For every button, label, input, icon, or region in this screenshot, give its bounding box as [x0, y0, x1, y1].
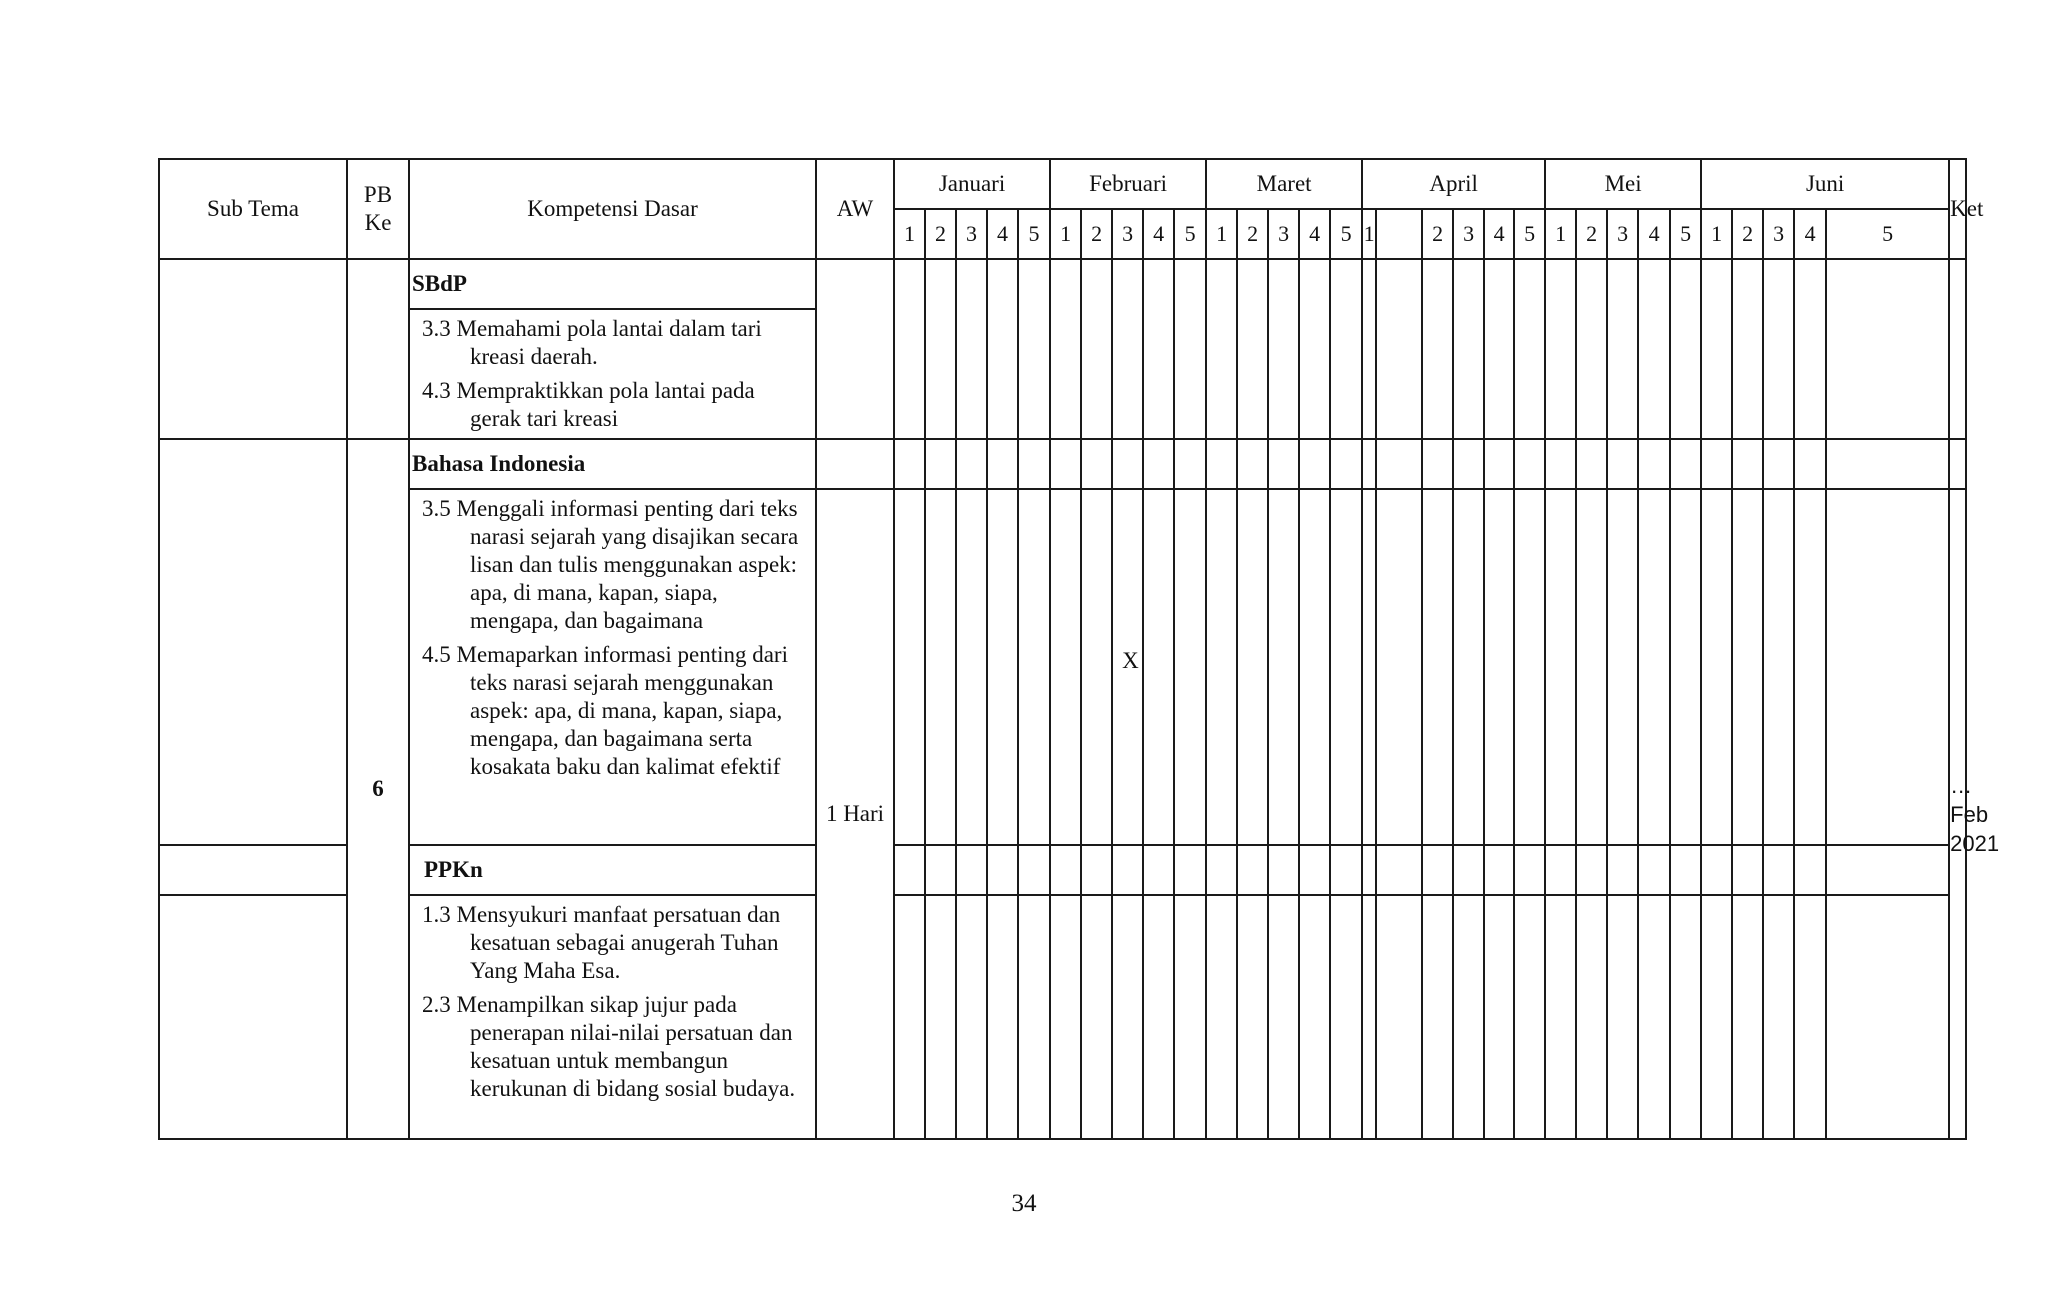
aw-value: 1 Hari: [816, 489, 894, 1139]
week-cell: [1607, 259, 1638, 439]
week-cell: [1545, 489, 1576, 845]
week-cell: [1362, 439, 1376, 489]
subject-heading: SBdP: [409, 259, 816, 309]
week-cell: [1299, 259, 1330, 439]
week-cell: [1826, 895, 1949, 1139]
week-cell: [1763, 259, 1794, 439]
header-week: 5: [1514, 209, 1545, 259]
kd-cell: [409, 489, 816, 845]
ket-cell: [1949, 259, 1966, 439]
week-cell: [1545, 259, 1576, 439]
week-cell: [1732, 895, 1763, 1139]
week-cell: [1376, 259, 1422, 439]
week-cell: [987, 895, 1018, 1139]
week-cell: [1018, 489, 1050, 845]
header-week: 2: [1576, 209, 1607, 259]
week-cell: [1453, 845, 1484, 895]
week-cell: [925, 845, 956, 895]
header-week: 2: [1081, 209, 1112, 259]
week-cell: [1763, 845, 1794, 895]
week-cell: [1112, 845, 1143, 895]
week-cell: [1112, 439, 1143, 489]
header-sub-tema: Sub Tema: [159, 159, 347, 259]
week-cell: [1794, 845, 1826, 895]
week-cell: [1362, 259, 1376, 439]
header-kompetensi-dasar: Kompetensi Dasar: [409, 159, 816, 259]
header-week: 4: [1299, 209, 1330, 259]
week-cell: [1143, 439, 1174, 489]
week-cell: [1143, 895, 1174, 1139]
week-cell: [1732, 845, 1763, 895]
week-cell: [1362, 845, 1376, 895]
week-cell: [1330, 489, 1362, 845]
subject-heading: PPKn: [409, 845, 816, 895]
week-cell: [1018, 845, 1050, 895]
week-cell: [1794, 895, 1826, 1139]
week-cell: [1453, 259, 1484, 439]
week-cell: [1670, 439, 1701, 489]
week-cell: [1330, 259, 1362, 439]
week-cell: [1268, 489, 1299, 845]
week-cell: [1453, 489, 1484, 845]
header-month: Juni: [1701, 159, 1949, 209]
kd-cell: [409, 895, 816, 1139]
header-week: 2: [925, 209, 956, 259]
table-row: [159, 845, 1966, 895]
week-cell: [1763, 489, 1794, 845]
week-cell: [1638, 895, 1670, 1139]
table-row: [159, 159, 1966, 209]
week-cell: [1607, 845, 1638, 895]
header-week: 5: [1174, 209, 1206, 259]
week-cell: [1607, 439, 1638, 489]
week-cell: [987, 489, 1018, 845]
week-cell: [1701, 259, 1732, 439]
aw-cell: [816, 439, 894, 489]
week-cell: [1330, 439, 1362, 489]
week-cell: [1545, 845, 1576, 895]
week-cell: [956, 489, 987, 845]
week-cell: [1050, 845, 1081, 895]
week-cell: [894, 439, 925, 489]
week-cell: [1174, 845, 1206, 895]
table-row: [159, 259, 1966, 309]
week-cell: [1206, 259, 1237, 439]
week-cell: [1701, 439, 1732, 489]
sub-tema-cell: [159, 259, 347, 439]
week-cell: [1362, 489, 1376, 845]
week-cell: [1081, 489, 1112, 845]
ket-cell: [1949, 439, 1966, 489]
week-cell: [1732, 489, 1763, 845]
sub-tema-cell: [159, 845, 347, 895]
week-cell: [1237, 489, 1268, 845]
week-cell: [1376, 895, 1422, 1139]
week-cell: [1607, 895, 1638, 1139]
kd-item: 2.3 Menampilkan sikap jujur pada penerapan nilai-nilai persatuan dan kesatuan untuk membangun kerukunan di bidang sosial budaya.: [422, 992, 796, 1101]
week-cell: [1732, 259, 1763, 439]
week-cell: [1826, 489, 1949, 845]
header-month: Maret: [1206, 159, 1362, 209]
week-cell: [1576, 439, 1607, 489]
week-cell: [1422, 489, 1453, 845]
week-cell: [1576, 259, 1607, 439]
header-week: 2: [1422, 209, 1453, 259]
week-cell: [1237, 845, 1268, 895]
week-cell: [1422, 845, 1453, 895]
week-cell: [1763, 895, 1794, 1139]
header-pb-ke: PB Ke: [347, 159, 409, 259]
week-cell: [1018, 895, 1050, 1139]
week-cell: [925, 259, 956, 439]
week-cell: [1299, 895, 1330, 1139]
week-cell: [1826, 259, 1949, 439]
table-row: [159, 489, 1966, 845]
week-cell: [1576, 895, 1607, 1139]
kd-item: 4.3 Mempraktikkan pola lantai pada gerak tari kreasi: [422, 378, 755, 431]
week-cell: [1376, 845, 1422, 895]
schedule-mark-cell: [1112, 489, 1143, 845]
week-cell: [1018, 439, 1050, 489]
week-cell: [1237, 439, 1268, 489]
week-cell: [1206, 845, 1237, 895]
header-week: 3: [1112, 209, 1143, 259]
week-cell: [1268, 845, 1299, 895]
week-cell: [1484, 489, 1514, 845]
header-week: 3: [956, 209, 987, 259]
week-cell: [1638, 439, 1670, 489]
sub-tema-cell: [159, 439, 347, 845]
week-cell: [1576, 489, 1607, 845]
kd-item: 3.5 Menggali informasi penting dari teks narasi sejarah yang disajikan secara lisan dan tulis menggunakan aspek: apa, di mana, kapan, siapa, mengapa, dan bagaimana: [422, 496, 799, 633]
header-week: 4: [987, 209, 1018, 259]
header-week: 3: [1763, 209, 1794, 259]
kd-item: 1.3 Mensyukuri manfaat persatuan dan kesatuan sebagai anugerah Tuhan Yang Maha Esa.: [422, 902, 781, 983]
week-cell: [1763, 439, 1794, 489]
week-cell: [1050, 895, 1081, 1139]
header-week: 1: [894, 209, 925, 259]
header-week: 4: [1484, 209, 1514, 259]
week-cell: [1701, 489, 1732, 845]
week-cell: [1299, 845, 1330, 895]
page-number: 34: [1011, 1190, 1037, 1217]
kd-cell: [409, 309, 816, 439]
subject-heading: Bahasa Indonesia: [409, 439, 816, 489]
pb-cell: 6: [347, 439, 409, 1139]
week-cell: [1330, 845, 1362, 895]
sub-tema-cell: [159, 895, 347, 1139]
header-week: 5: [1018, 209, 1050, 259]
week-cell: [1701, 845, 1732, 895]
week-cell: [1299, 489, 1330, 845]
week-cell: [1081, 259, 1112, 439]
header-week: 3: [1607, 209, 1638, 259]
week-cell: [1670, 845, 1701, 895]
header-week: 5: [1330, 209, 1362, 259]
week-cell: [1143, 845, 1174, 895]
week-cell: [1268, 895, 1299, 1139]
week-cell: [1362, 895, 1376, 1139]
week-cell: [925, 439, 956, 489]
week-cell: [1081, 845, 1112, 895]
week-cell: [1081, 895, 1112, 1139]
header-week: 1: [1206, 209, 1237, 259]
week-cell: [956, 845, 987, 895]
header-week: 1: [1362, 209, 1376, 259]
week-cell: [1453, 439, 1484, 489]
week-cell: [1112, 895, 1143, 1139]
week-cell: [894, 845, 925, 895]
schedule-table: [158, 158, 2000, 1140]
week-cell: [1206, 895, 1237, 1139]
header-week: 2: [1237, 209, 1268, 259]
week-cell: [1826, 845, 1949, 895]
week-cell: [894, 259, 925, 439]
week-cell: [1237, 259, 1268, 439]
week-cell: [1174, 439, 1206, 489]
week-cell: [1514, 489, 1545, 845]
week-cell: [1050, 259, 1081, 439]
week-cell: [1299, 439, 1330, 489]
week-cell: [1237, 895, 1268, 1139]
kd-item: 4.5 Memaparkan informasi penting dari teks narasi sejarah menggunakan aspek: apa, di mana, kapan, siapa, mengapa, dan bagaimana serta kosakata baku dan kalimat efektif: [422, 642, 788, 779]
week-cell: [1576, 845, 1607, 895]
week-cell: [1670, 489, 1701, 845]
header-week: 3: [1268, 209, 1299, 259]
week-cell: [1050, 439, 1081, 489]
week-cell: [1514, 439, 1545, 489]
week-cell: [894, 489, 925, 845]
week-cell: [1794, 439, 1826, 489]
week-cell: [1514, 895, 1545, 1139]
header-month: Mei: [1545, 159, 1701, 209]
week-cell: [1484, 895, 1514, 1139]
header-week: 2: [1732, 209, 1763, 259]
week-cell: [1330, 895, 1362, 1139]
header-week: 1: [1050, 209, 1081, 259]
week-cell: [1422, 259, 1453, 439]
week-cell: [1794, 489, 1826, 845]
week-cell: [987, 845, 1018, 895]
aw-cell: [816, 259, 894, 439]
week-cell: [1018, 259, 1050, 439]
week-cell: [1174, 895, 1206, 1139]
week-cell: [1638, 259, 1670, 439]
week-cell: [1607, 489, 1638, 845]
week-cell: [1701, 895, 1732, 1139]
header-ket: Ket: [1949, 159, 1966, 259]
week-cell: [1268, 439, 1299, 489]
week-cell: [925, 895, 956, 1139]
header-aw: AW: [816, 159, 894, 259]
week-cell: [1206, 439, 1237, 489]
week-cell: [1794, 259, 1826, 439]
header-week: 4: [1143, 209, 1174, 259]
week-cell: [1514, 845, 1545, 895]
week-cell: [1826, 439, 1949, 489]
week-cell: [1638, 489, 1670, 845]
week-cell: [1545, 895, 1576, 1139]
week-cell: [1484, 259, 1514, 439]
pb-cell: [347, 259, 409, 439]
week-cell: [1050, 489, 1081, 845]
week-cell: [1670, 259, 1701, 439]
week-cell: [987, 259, 1018, 439]
table-row: [159, 895, 1966, 1139]
header-week: 3: [1453, 209, 1484, 259]
week-cell: [894, 895, 925, 1139]
week-cell: [1453, 895, 1484, 1139]
table-row: [159, 439, 1966, 489]
ket-note: … Feb 2021: [1949, 489, 1966, 1139]
week-cell: [1143, 259, 1174, 439]
week-cell: [1268, 259, 1299, 439]
week-cell: [1143, 489, 1174, 845]
header-month: Januari: [894, 159, 1050, 209]
header-week: 1: [1545, 209, 1576, 259]
week-cell: [1670, 895, 1701, 1139]
week-cell: [1732, 439, 1763, 489]
week-spacer: [1376, 209, 1422, 259]
week-cell: [1638, 845, 1670, 895]
week-cell: [956, 439, 987, 489]
week-cell: [956, 895, 987, 1139]
kd-item: 3.3 Memahami pola lantai dalam tari kreasi daerah.: [422, 316, 762, 369]
header-week: 4: [1638, 209, 1670, 259]
header-month: April: [1362, 159, 1545, 209]
week-cell: [1484, 439, 1514, 489]
week-cell: [1484, 845, 1514, 895]
week-cell: [1545, 439, 1576, 489]
week-cell: [1422, 439, 1453, 489]
week-cell: [1174, 259, 1206, 439]
week-cell: [1376, 489, 1422, 845]
week-cell: [1376, 439, 1422, 489]
header-week: 5: [1670, 209, 1701, 259]
header-week: 1: [1701, 209, 1732, 259]
week-cell: [1206, 489, 1237, 845]
week-cell: [987, 439, 1018, 489]
week-cell: [1112, 259, 1143, 439]
header-month: Februari: [1050, 159, 1206, 209]
week-cell: [1081, 439, 1112, 489]
week-cell: [956, 259, 987, 439]
week-cell: [1422, 895, 1453, 1139]
header-week: 5: [1826, 209, 1949, 259]
schedule-mark: X: [1122, 648, 1139, 673]
week-cell: [925, 489, 956, 845]
header-week: 4: [1794, 209, 1826, 259]
week-cell: [1174, 489, 1206, 845]
week-cell: [1514, 259, 1545, 439]
